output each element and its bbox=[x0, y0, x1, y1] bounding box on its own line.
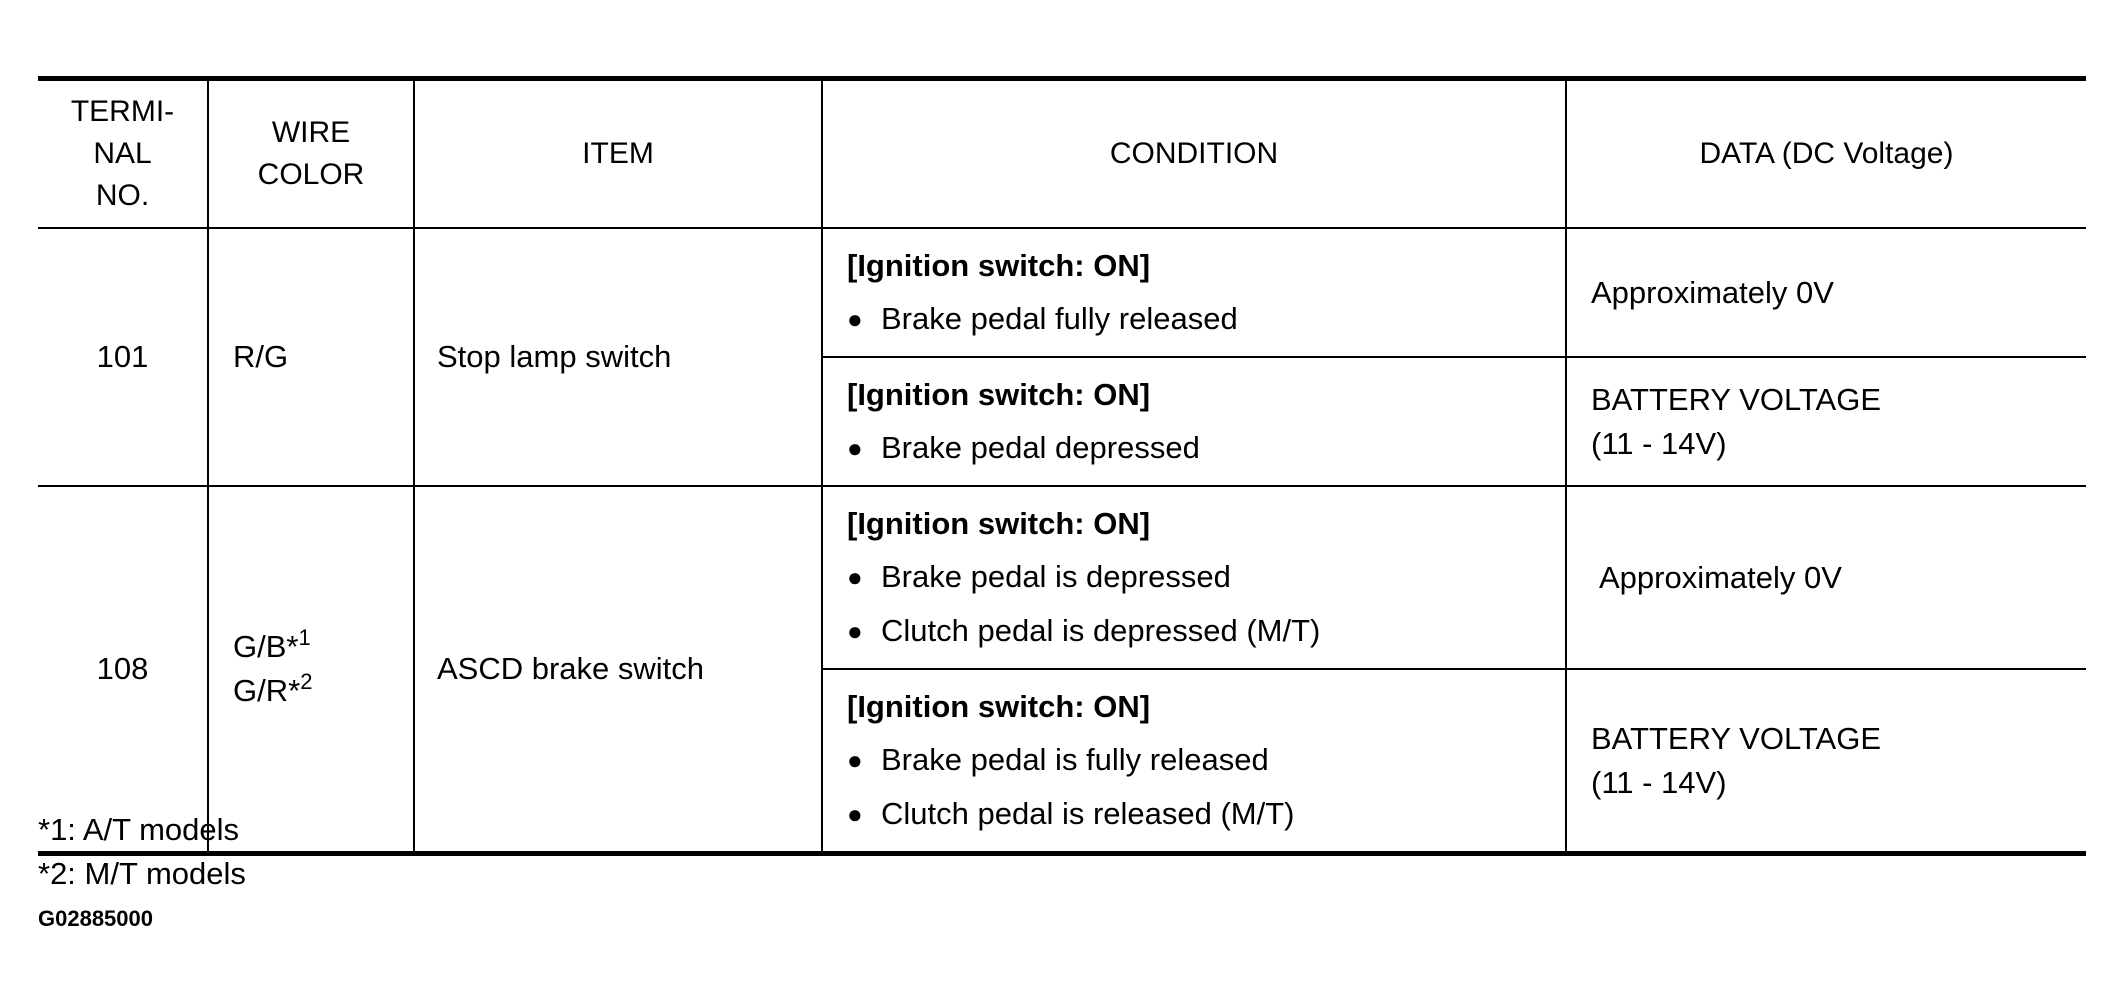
terminal-number-cell: 101 bbox=[38, 228, 208, 486]
data-cell bbox=[1566, 357, 2086, 486]
wire-color-cell bbox=[208, 486, 414, 854]
condition-bullet-text: Clutch pedal is released (M/T) bbox=[881, 796, 1295, 831]
condition-bullet-text: Brake pedal depressed bbox=[881, 430, 1200, 465]
condition-bullet-text: Brake pedal fully released bbox=[881, 301, 1238, 336]
data-value: BATTERY VOLTAGE bbox=[1591, 381, 1881, 417]
condition-bullet-text: Brake pedal is fully released bbox=[881, 742, 1269, 777]
header-terminal-line-2: NAL bbox=[93, 137, 152, 170]
header-condition: CONDITION bbox=[822, 79, 1566, 229]
item-cell: ASCD brake switch bbox=[414, 486, 822, 854]
footnotes bbox=[38, 808, 246, 896]
condition-heading: [Ignition switch: ON] bbox=[847, 689, 1151, 724]
header-terminal-line-3: NO. bbox=[95, 179, 150, 212]
condition-cell bbox=[822, 357, 1566, 486]
bullet-icon: ● bbox=[847, 745, 863, 775]
bullet-icon: ● bbox=[847, 433, 863, 463]
header-terminal-line-1: TERMI- bbox=[70, 95, 175, 128]
data-value: BATTERY VOLTAGE bbox=[1591, 720, 1881, 756]
item-cell: Stop lamp switch bbox=[414, 228, 822, 486]
condition-bullet-item bbox=[847, 604, 1565, 658]
header-item: ITEM bbox=[414, 79, 822, 229]
data-cell bbox=[1566, 228, 2086, 357]
wire-color-text: G/R* bbox=[233, 673, 301, 708]
bullet-icon: ● bbox=[847, 304, 863, 334]
wire-color-entry bbox=[233, 669, 413, 713]
data-value: Approximately 0V bbox=[1599, 559, 1842, 595]
terminal-number-cell: 108 bbox=[38, 486, 208, 854]
condition-cell bbox=[822, 669, 1566, 854]
data-cell bbox=[1566, 486, 2086, 669]
header-terminal-no bbox=[38, 79, 208, 229]
condition-bullet-item bbox=[847, 787, 1565, 841]
condition-cell bbox=[822, 228, 1566, 357]
data-value: Approximately 0V bbox=[1591, 274, 1834, 310]
bullet-icon: ● bbox=[847, 562, 863, 592]
wire-color-text: G/B* bbox=[233, 629, 299, 664]
header-wire-line-1: WIRE bbox=[271, 116, 351, 149]
footnote-at-models: *1: A/T models bbox=[38, 812, 240, 847]
condition-bullet-item bbox=[847, 421, 1565, 475]
data-value-range: (11 - 14V) bbox=[1591, 764, 1727, 800]
condition-heading: [Ignition switch: ON] bbox=[847, 506, 1151, 541]
wire-color-footnote-ref: 1 bbox=[298, 625, 311, 650]
condition-bullet-item bbox=[847, 292, 1565, 346]
figure-code: G02885000 bbox=[38, 906, 153, 931]
terminal-table-container bbox=[38, 76, 2086, 856]
table-row bbox=[38, 486, 2086, 669]
condition-heading: [Ignition switch: ON] bbox=[847, 248, 1151, 283]
bullet-icon: ● bbox=[847, 799, 863, 829]
header-data: DATA (DC Voltage) bbox=[1566, 79, 2086, 229]
condition-cell bbox=[822, 486, 1566, 669]
condition-heading: [Ignition switch: ON] bbox=[847, 377, 1151, 412]
table-header-row bbox=[38, 79, 2086, 229]
footnote-mt-models: *2: M/T models bbox=[38, 856, 246, 891]
header-wire-color bbox=[208, 79, 414, 229]
condition-bullet-text: Brake pedal is depressed bbox=[881, 559, 1231, 594]
table-row bbox=[38, 228, 2086, 357]
wire-color-footnote-ref: 2 bbox=[300, 669, 313, 694]
data-cell bbox=[1566, 669, 2086, 854]
wire-color-cell: R/G bbox=[208, 228, 414, 486]
terminal-reference-table bbox=[38, 76, 2086, 856]
condition-bullet-item bbox=[847, 733, 1565, 787]
condition-bullet-item bbox=[847, 550, 1565, 604]
bullet-icon: ● bbox=[847, 616, 863, 646]
wire-color-entry bbox=[233, 625, 413, 669]
header-wire-line-2: COLOR bbox=[257, 158, 365, 191]
condition-bullet-text: Clutch pedal is depressed (M/T) bbox=[881, 613, 1321, 648]
data-value-range: (11 - 14V) bbox=[1591, 425, 1727, 461]
